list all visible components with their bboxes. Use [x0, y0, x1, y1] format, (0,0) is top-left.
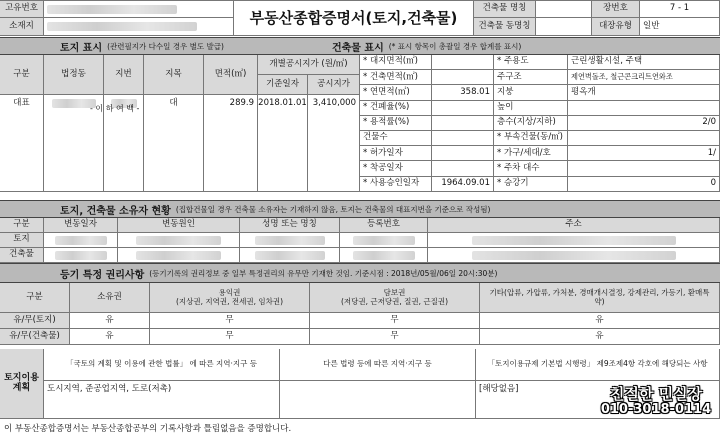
rights-use-0: 무 — [150, 313, 310, 329]
bldg-value2-3 — [568, 101, 720, 116]
rights-sec-0: 무 — [310, 313, 480, 329]
bldg-value-2: 358.01 — [432, 85, 494, 100]
owner-cell — [118, 233, 240, 248]
sheet-no-value: 7 - 1 — [640, 0, 720, 18]
bldg-label-8: * 사용승인일자 — [360, 177, 432, 192]
land-col-dong: 법정동 — [44, 55, 104, 95]
unique-no-label: 고유번호 — [0, 0, 44, 18]
security-sub: (저당권, 근저당권, 질권, 근질권) — [340, 296, 449, 306]
land-col-jibun: 지번 — [104, 55, 144, 95]
rights-sec-1: 무 — [310, 329, 480, 345]
unique-no-value — [44, 0, 234, 18]
redacted-value — [55, 251, 107, 260]
land-building-band — [0, 37, 720, 55]
redacted-value — [353, 236, 415, 245]
bldg-label2-5: * 부속건물(동/㎡) — [494, 131, 568, 146]
bldg-value-7 — [432, 161, 494, 176]
bldg-value2-2: 평옥개 — [568, 85, 720, 100]
building-section-note: (* 표시 항목이 총괄일 경우 합계를 표시) — [388, 41, 522, 51]
rights-col-other: 기타(압류, 가압류, 가처분, 경매개시결정, 강제관리, 가등기, 환매특약) — [480, 283, 720, 313]
bldg-value-3 — [432, 101, 494, 116]
redacted-value — [55, 236, 107, 245]
rights-col-gubun: 구분 — [0, 283, 70, 313]
land-section-title: 토지 표시 — [60, 42, 103, 54]
rights-label-1: 유/무(건축물) — [0, 329, 70, 345]
rights-col-security — [310, 283, 480, 313]
stamp-phone: 010-3018-0114 — [600, 402, 712, 418]
zoning-col3-value: [해당없음] — [476, 381, 720, 419]
owner-cell — [240, 248, 340, 263]
owner-cell — [118, 248, 240, 263]
bldg-name-value — [536, 0, 592, 18]
bldg-dong-label: 건축물 동명칭 — [474, 18, 536, 36]
bldg-value2-6: 1/ — [568, 146, 720, 161]
land-col-base-date: 기준일자 — [258, 75, 308, 95]
bldg-label2-3: 높이 — [494, 101, 568, 116]
land-row-price: 3,410,000 — [308, 95, 360, 192]
agent-stamp — [596, 386, 716, 418]
rights-col-ownership: 소유권 — [70, 283, 150, 313]
owner-row_land: 토지 — [0, 233, 44, 248]
address-value — [44, 18, 234, 36]
bldg-value2-0: 근린생활시설, 주택 — [568, 55, 720, 70]
address-label: 소재지 — [0, 18, 44, 36]
bldg-label-6: * 허가일자 — [360, 146, 432, 161]
owner-cell — [44, 233, 118, 248]
owner-cell — [240, 233, 340, 248]
bldg-value-8: 1964.09.01 — [432, 177, 494, 192]
bldg-label2-4: 층수(지상/지하) — [494, 116, 568, 131]
sheet-no-label: 장번호 — [592, 0, 640, 18]
footer-note: 이 부동산종합증명서는 부동산종합공부의 기록사항과 틀림없음을 증명합니다. — [4, 424, 292, 434]
redacted-value — [136, 251, 221, 260]
bldg-label-7: * 착공일자 — [360, 161, 432, 176]
rights-oth-1: 유 — [480, 329, 720, 345]
land-row-gubun: 대표 — [0, 95, 44, 192]
rights-section-title: 등기 특정 권리사항 — [60, 269, 145, 281]
owner-col-2: 변동원인 — [118, 218, 240, 233]
rights-col-usufruct — [150, 283, 310, 313]
zoning-col2-head: 다른 법령 등에 따른 지역·지구 등 — [280, 349, 476, 381]
land-col-price-label: 개별공시지가 (원/㎡) — [258, 55, 360, 75]
land-col-area: 면적(㎡) — [204, 55, 258, 95]
land-section-note: (관련필지가 다수일 경우 별도 발급) — [107, 41, 224, 51]
zoning-col1-head: 「국토의 계획 및 이용에 관한 법률」 에 따른 지역·지구 등 — [44, 349, 280, 381]
document-title: 부동산종합증명서(토지,건축물) — [234, 0, 474, 36]
owner-section-note: (집합건물일 경우 건축물 소유자는 기재하지 않음, 토지는 건축물의 대표지번을 기준으로 작성됨) — [175, 204, 491, 214]
redacted-value — [255, 251, 325, 260]
security-title: 담보권 — [383, 288, 406, 298]
bldg-label2-2: 지붕 — [494, 85, 568, 100]
land-col-jimok: 지목 — [144, 55, 204, 95]
zoning-col1-value: 도시지역, 준공업지역, 도로(저촉) — [44, 381, 280, 419]
ledger-type-label: 대장유형 — [592, 18, 640, 36]
zoning-col3-head: 「토지이용규제 기본법 시행령」 제9조제4항 각호에 해당되는 사항 — [476, 349, 720, 381]
bldg-name-label: 건축물 명칭 — [474, 0, 536, 18]
zoning-label: 토지이용계획 — [0, 349, 44, 419]
rights-label-0: 유/무(토지) — [0, 313, 70, 329]
bldg-label2-7: * 주차 대수 — [494, 161, 568, 176]
owner-col-1: 변동일자 — [44, 218, 118, 233]
bldg-value-1 — [432, 70, 494, 85]
bldg-label-5: 건물수 — [360, 131, 432, 146]
redacted-value — [353, 251, 415, 260]
bldg-value2-1: 제연벽돌조, 철근콘크리트연와조 — [568, 70, 720, 85]
bldg-value-0 — [432, 55, 494, 70]
owner-band — [0, 200, 720, 218]
owner-cell — [428, 233, 720, 248]
land-row-date: 2018.01.01 — [258, 95, 308, 192]
redacted-value — [472, 251, 676, 260]
usufruct-title: 용익권 — [218, 288, 241, 298]
rights-own-0: 유 — [70, 313, 150, 329]
land-col-price: 공시지가 — [308, 75, 360, 95]
stamp-name: 친절한 민실장 — [609, 385, 703, 403]
owner-cell — [340, 248, 428, 263]
bldg-label2-0: * 주용도 — [494, 55, 568, 70]
redacted-value — [136, 236, 221, 245]
owner-row_bldg: 건축물 — [0, 248, 44, 263]
rights-band — [0, 263, 720, 283]
owner-cell — [44, 248, 118, 263]
bldg-label-4: * 용적률(%) — [360, 116, 432, 131]
redacted-value — [472, 236, 676, 245]
bldg-dong-value — [536, 18, 592, 36]
bldg-value-4 — [432, 116, 494, 131]
usufruct-sub: (지상권, 지역권, 전세권, 임차권) — [175, 296, 284, 306]
owner-col-4: 등록번호 — [340, 218, 428, 233]
rights-section-note: (등기기록의 권리정보 중 일부 특정권리의 유무만 기재한 것임. 기준시점 : 2018년/05월/06일 20시:30분) — [149, 268, 498, 278]
zoning-col2-value — [280, 381, 476, 419]
bldg-value-5 — [432, 131, 494, 146]
redacted-value — [255, 236, 325, 245]
land-col-gubun: 구분 — [0, 55, 44, 95]
bldg-value-6 — [432, 146, 494, 161]
bldg-label2-8: * 승강기 — [494, 177, 568, 192]
owner-col-0: 구분 — [0, 218, 44, 233]
land-row-area: 289.9 — [204, 95, 258, 192]
rights-own-1: 유 — [70, 329, 150, 345]
bldg-label2-1: 주구조 — [494, 70, 568, 85]
bldg-label-1: * 건축면적(㎡) — [360, 70, 432, 85]
land-blank-marker: - 이 하 여 백 - — [90, 104, 140, 113]
bldg-label-2: * 연면적(㎡) — [360, 85, 432, 100]
bldg-value2-5 — [568, 131, 720, 146]
land-row-jimok: 대 — [144, 95, 204, 192]
building-section-title: 건축물 표시 — [331, 42, 384, 54]
owner-section-title: 토지, 건축물 소유자 현황 — [60, 205, 171, 217]
ledger-type-value: 일반 — [640, 18, 720, 36]
owner-cell — [340, 233, 428, 248]
bldg-value2-4: 2/0 — [568, 116, 720, 131]
bldg-label2-6: * 가구/세대/호 — [494, 146, 568, 161]
bldg-value2-7 — [568, 161, 720, 176]
bldg-value2-8: 0 — [568, 177, 720, 192]
rights-oth-0: 유 — [480, 313, 720, 329]
rights-use-1: 무 — [150, 329, 310, 345]
bldg-label-3: * 건폐율(%) — [360, 101, 432, 116]
bldg-label-0: * 대지면적(㎡) — [360, 55, 432, 70]
owner-col-3: 성명 또는 명칭 — [240, 218, 340, 233]
owner-col-5: 주소 — [428, 218, 720, 233]
owner-cell — [428, 248, 720, 263]
